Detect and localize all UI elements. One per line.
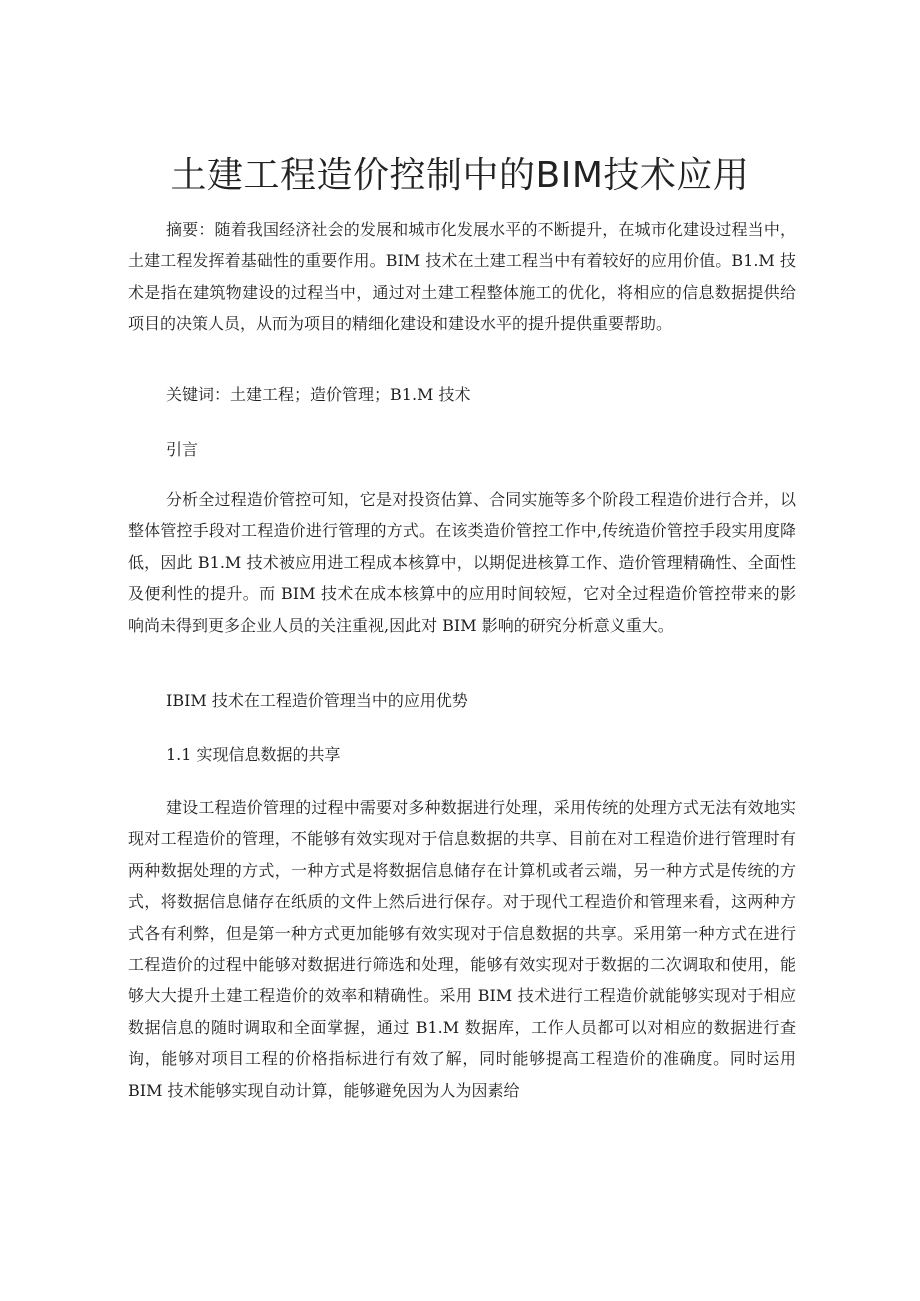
abstract-paragraph: 摘要：随着我国经济社会的发展和城市化发展水平的不断提升，在城市化建设过程当中，土建工程发挥着基础性的重要作用。BIM 技术在土建工程当中有着较好的应用价值。B1.M 技术是指在建筑物建设的过程当中，通过对土建工程整体施工的优化，将相应的信息数据提供给项目的决策人员，从而为项目的精细化建设和建设水平的提升提供重要帮助。 xyxy=(128,220,796,334)
intro-heading: 引言 xyxy=(166,440,199,459)
intro-paragraph: 分析全过程造价管控可知，它是对投资估算、合同实施等多个阶段工程造价进行合并，以整体管控手段对工程造价进行管理的方式。在该类造价管控工作中,传统造价管控手段实用度降低，因此 B1.M 技术被应用进工程成本核算中，以期促进核算工作、造价管理精确性、全面性及便利性的提升。而 BIM 技术在成本核算中的应用时间较短，它对全过程造价管控带来的影响尚未得到更多企业人员的关注重视,因此对 BIM 影响的研究分析意义重大。 xyxy=(128,490,796,635)
section-1-heading: IBIM 技术在工程造价管理当中的应用优势 xyxy=(166,691,468,710)
section-1-1-paragraph: 建设工程造价管理的过程中需要对多种数据进行处理，采用传统的处理方式无法有效地实现对工程造价的管理，不能够有效实现对于信息数据的共享、目前在对工程造价进行管理时有两种数据处理的方式，一种方式是将数据信息储存在计算机或者云端，另一种方式是传统的方式，将数据信息储存在纸质的文件上然后进行保存。对于现代工程造价和管理来看，这两种方式各有利弊，但是第一种方式更加能够有效实现对于信息数据的共享。采用第一种方式在进行工程造价的过程中能够对数据进行筛选和处理，能够有效实现对于数据的二次调取和使用，能够大大提升土建工程造价的效率和精确性。采用 BIM 技术进行工程造价就能够实现对于相应数据信息的随时调取和全面掌握，通过 B1.M 数据库，工作人员都可以对相应的数据进行查询，能够对项目工程的价格指标进行有效了解，同时能够提高工程造价的准确度。同时运用 BIM 技术能够实现自动计算，能够避免因为人为因素给 xyxy=(128,798,796,1100)
keywords-line: 关键词：土建工程；造价管理；B1.M 技术 xyxy=(166,385,471,404)
document-title: 土建工程造价控制中的BIM技术应用 xyxy=(170,155,750,197)
section-1-1-heading: 1.1 实现信息数据的共享 xyxy=(166,745,341,764)
